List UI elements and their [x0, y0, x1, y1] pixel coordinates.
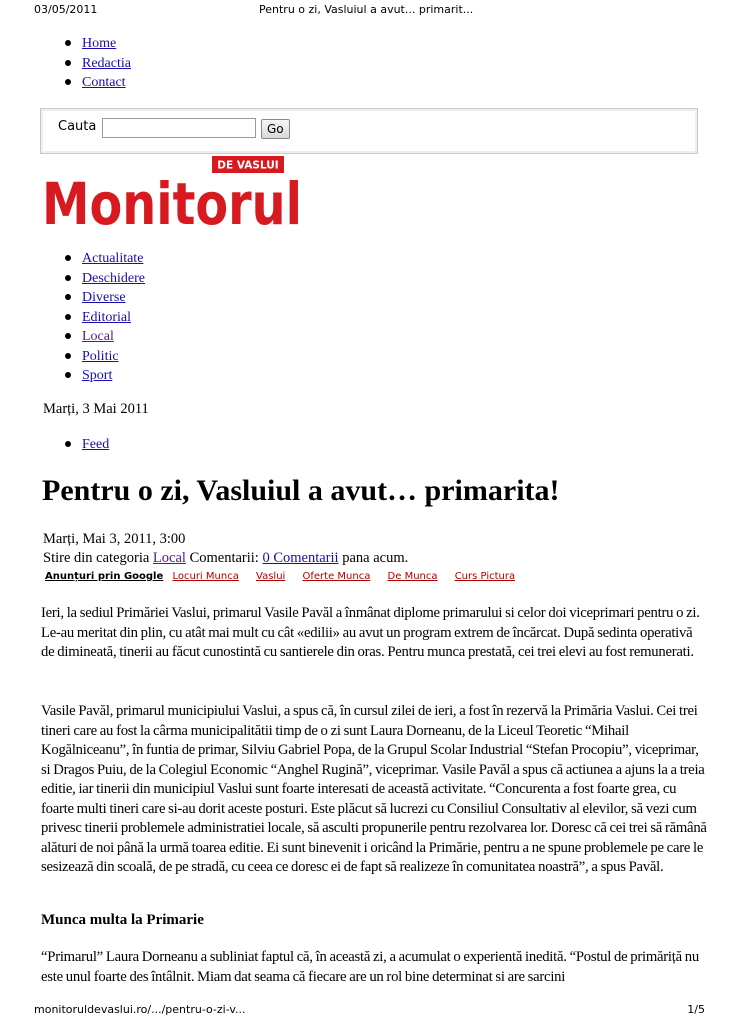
ad-link-curs-pictura[interactable]: Curs Pictura [454, 571, 516, 582]
category-link-diverse[interactable]: Diverse [82, 290, 126, 305]
meta-comments-suffix: pana acum. [342, 550, 409, 566]
print-header [34, 3, 705, 16]
search-label: Cauta [58, 119, 97, 134]
article-paragraph-1: Ieri, la sediul Primăriei Vaslui, primarul Vasile Pavăl a înmânat diplome primarului si celor doi viceprimari pentru o zi. Le-au meritat din plin, cu atât mai mult cu cât «edilii» au avut un program extrem de încărcat. După sedinta operativă de dimineată, tinerii au făcut cunostintă cu santierele din oras. Pentru munca prestată, cei trei elevi au fost remunerati. [41, 605, 700, 660]
bullet-icon [65, 353, 71, 359]
logo-graphic [40, 154, 304, 238]
category-link-editorial[interactable]: Editorial [82, 309, 131, 325]
bullet-icon [65, 294, 71, 300]
article-paragraph-3: “Primarul” Laura Dorneanu a subliniat faptul că, în această zi, a acumulat o experientă inedită. “Postul de primăriță nu este unul foarte des întâlnit. Miam dat seama că fiecare are un rol bine determinat si are sarcini [41, 949, 699, 985]
bullet-icon [65, 441, 71, 447]
bullet-icon [65, 275, 71, 281]
article-subheading: Munca multa la Primarie [41, 912, 204, 928]
ad-link-oferte-munca[interactable]: Oferte Munca [302, 571, 371, 582]
category-nav [62, 249, 145, 386]
print-page-number: 1/5 [687, 1003, 705, 1016]
bullet-icon [65, 79, 71, 85]
bullet-icon [65, 60, 71, 66]
site-logo[interactable] [40, 154, 304, 238]
nav-item-redactia [62, 54, 131, 74]
feed-link[interactable]: Feed [82, 437, 110, 452]
feed-nav [62, 435, 109, 455]
search-box [40, 108, 698, 154]
bullet-icon [65, 372, 71, 378]
category-link-sport[interactable]: Sport [82, 368, 113, 383]
print-footer [34, 1003, 705, 1016]
meta-comments-link[interactable]: 0 Comentarii [262, 550, 339, 566]
top-nav [62, 34, 131, 93]
print-title: Pentru o zi, Vasluiul a avut... primarit... [259, 3, 474, 16]
ad-link-vaslui[interactable]: Vaslui [256, 571, 286, 582]
search-go-button[interactable]: Go [261, 119, 290, 139]
category-link-deschidere[interactable]: Deschidere [82, 270, 145, 286]
print-url: monitoruldevaslui.ro/.../pentru-o-zi-v... [34, 1003, 246, 1016]
category-item-editorial [62, 308, 145, 328]
category-item-deschidere [62, 269, 145, 289]
category-item-local [62, 327, 145, 347]
feed-item [62, 435, 109, 455]
bullet-icon [65, 255, 71, 261]
nav-link-contact[interactable]: Contact [82, 75, 126, 90]
article-meta [43, 550, 408, 567]
article-datetime: Marți, Mai 3, 2011, 3:00 [43, 531, 186, 547]
category-item-politic [62, 347, 145, 367]
current-date: Marți, 3 Mai 2011 [43, 401, 149, 417]
meta-comments-prefix: Comentarii: [189, 550, 259, 566]
nav-link-redactia[interactable]: Redactia [82, 55, 131, 71]
category-link-local[interactable]: Local [82, 329, 114, 344]
category-item-diverse [62, 288, 145, 308]
search-input[interactable] [102, 118, 256, 138]
logo-subtitle: DE VASLUI [217, 159, 279, 172]
nav-item-contact [62, 73, 131, 93]
meta-category-link[interactable]: Local [152, 550, 186, 566]
meta-category-prefix: Stire din categoria [43, 550, 150, 566]
bullet-icon [65, 314, 71, 320]
nav-item-home [62, 34, 131, 54]
category-link-actualitate[interactable]: Actualitate [82, 251, 144, 266]
google-ads-bar [45, 571, 529, 582]
bullet-icon [65, 40, 71, 46]
category-item-actualitate [62, 249, 145, 269]
logo-title: Monitorul [42, 170, 302, 238]
category-item-sport [62, 366, 145, 386]
ad-link-de-munca[interactable]: De Munca [387, 571, 438, 582]
category-link-politic[interactable]: Politic [82, 348, 119, 364]
print-date: 03/05/2011 [34, 3, 98, 16]
nav-link-home[interactable]: Home [82, 36, 117, 51]
article-title: Pentru o zi, Vasluiul a avut… primarita! [42, 474, 560, 507]
ad-link-locuri-munca[interactable]: Locuri Munca [172, 571, 239, 582]
ads-label[interactable]: Anunțuri prin Google [45, 571, 164, 582]
article-paragraph-2: Vasile Pavăl, primarul municipiului Vaslui, a spus că, în cursul zilei de ieri, a fost în rezervă la Primăria Vaslui. Cei trei tineri care au fost la cârma municipalitătii timp de o zi sunt Laura Dorneanu, de la Liceul Teoretic “Mihail Kogălniceanu”, în funtia de primar, Silviu Gabriel Popa, de la Grupul Scolar Industrial “Stefan Procopiu”, viceprimar, si Dragos Puiu, de la Colegiul Economic “Anghel Rugină”, viceprimar. Vasile Pavăl a spus că actiunea a ajuns la a treia editie, iar tinerii din municipiul Vaslui sunt foarte interesati de această activitate. “Concurenta a fost foarte grea, cu foarte multi tineri care si-au dorit aceste posturi. Este plăcut să lucrezi cu Consiliul Consultativ al elevilor, să vezi cum privesc tinerii problemele administratiei locale, să asculti propunerile pentru rezolvarea lor. Doresc că cei trei să rămână alături de noi până la urmă toarea editie. Ei sunt binevenit i oricând la Primărie, pentru a ne spune problemele pe care le sesizează din scoală, de pe stradă, cu ceea ce doresc ei de fapt să realizeze în comunitatea noastră”, a spus Pavăl. [41, 703, 707, 875]
bullet-icon [65, 333, 71, 339]
